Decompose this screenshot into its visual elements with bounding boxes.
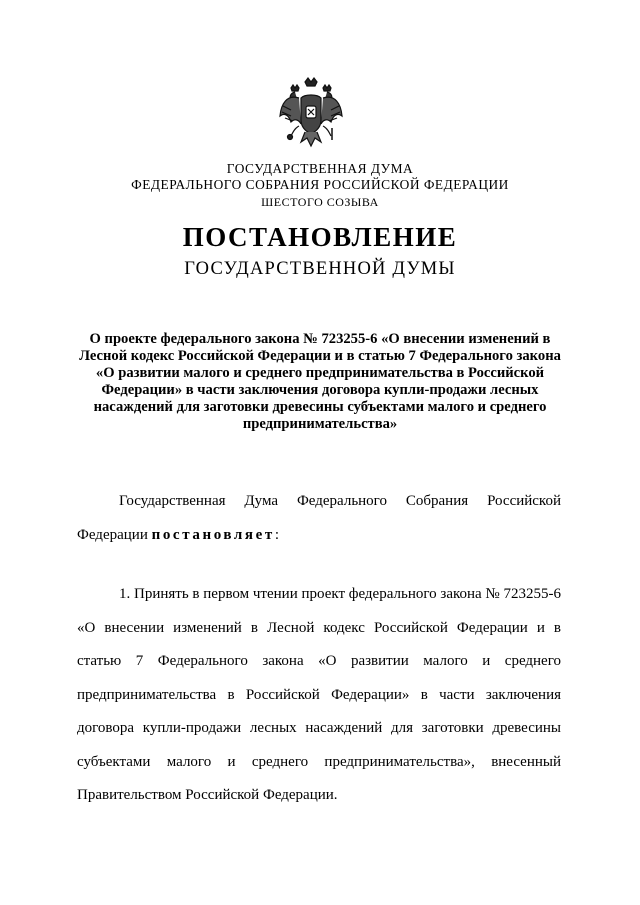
preamble-colon: :	[274, 526, 280, 543]
document-title: ПОСТАНОВЛЕНИЕ	[182, 222, 458, 252]
document-subtitle: ГОСУДАРСТВЕННОЙ ДУМЫ	[184, 259, 456, 279]
preamble-text: Государственная Дума Федерального Собрания Российской Федерации	[77, 493, 561, 543]
org-line-3: ШЕСТОГО СОЗЫВА	[261, 195, 379, 209]
double-headed-eagle-icon	[277, 76, 345, 150]
subject-heading: О проекте федерального закона № 723255-6 «О внесении изменений в Лесной кодекс Российской Федерации и в статью 7 Федерального закона «О развитии малого и среднего предпринимательства в Российской Федерации» в части заключения договора купли-продажи лесных насаждений для заготовки древесины субъектами малого и среднего предпринимательства»	[79, 331, 561, 432]
preamble-paragraph	[77, 485, 561, 552]
resolution-item-1: 1. Принять в первом чтении проект федерального закона № 723255-6 «О внесении изменений в Лесной кодекс Российской Федерации и в статью 7 Федерального закона «О развитии малого и среднего предпринимательства в Российской Федерации» в части заключения договора купли-продажи лесных насаждений для заготовки древесины субъектами малого и среднего предпринимательства», внесенный Правительством Российской Федерации.	[77, 586, 561, 803]
preamble-verb: постановляет	[151, 526, 275, 543]
org-line-1: ГОСУДАРСТВЕННАЯ ДУМА	[226, 161, 414, 176]
org-line-2: ФЕДЕРАЛЬНОГО СОБРАНИЯ РОССИЙСКОЙ ФЕДЕРАЦИИ	[131, 177, 509, 192]
